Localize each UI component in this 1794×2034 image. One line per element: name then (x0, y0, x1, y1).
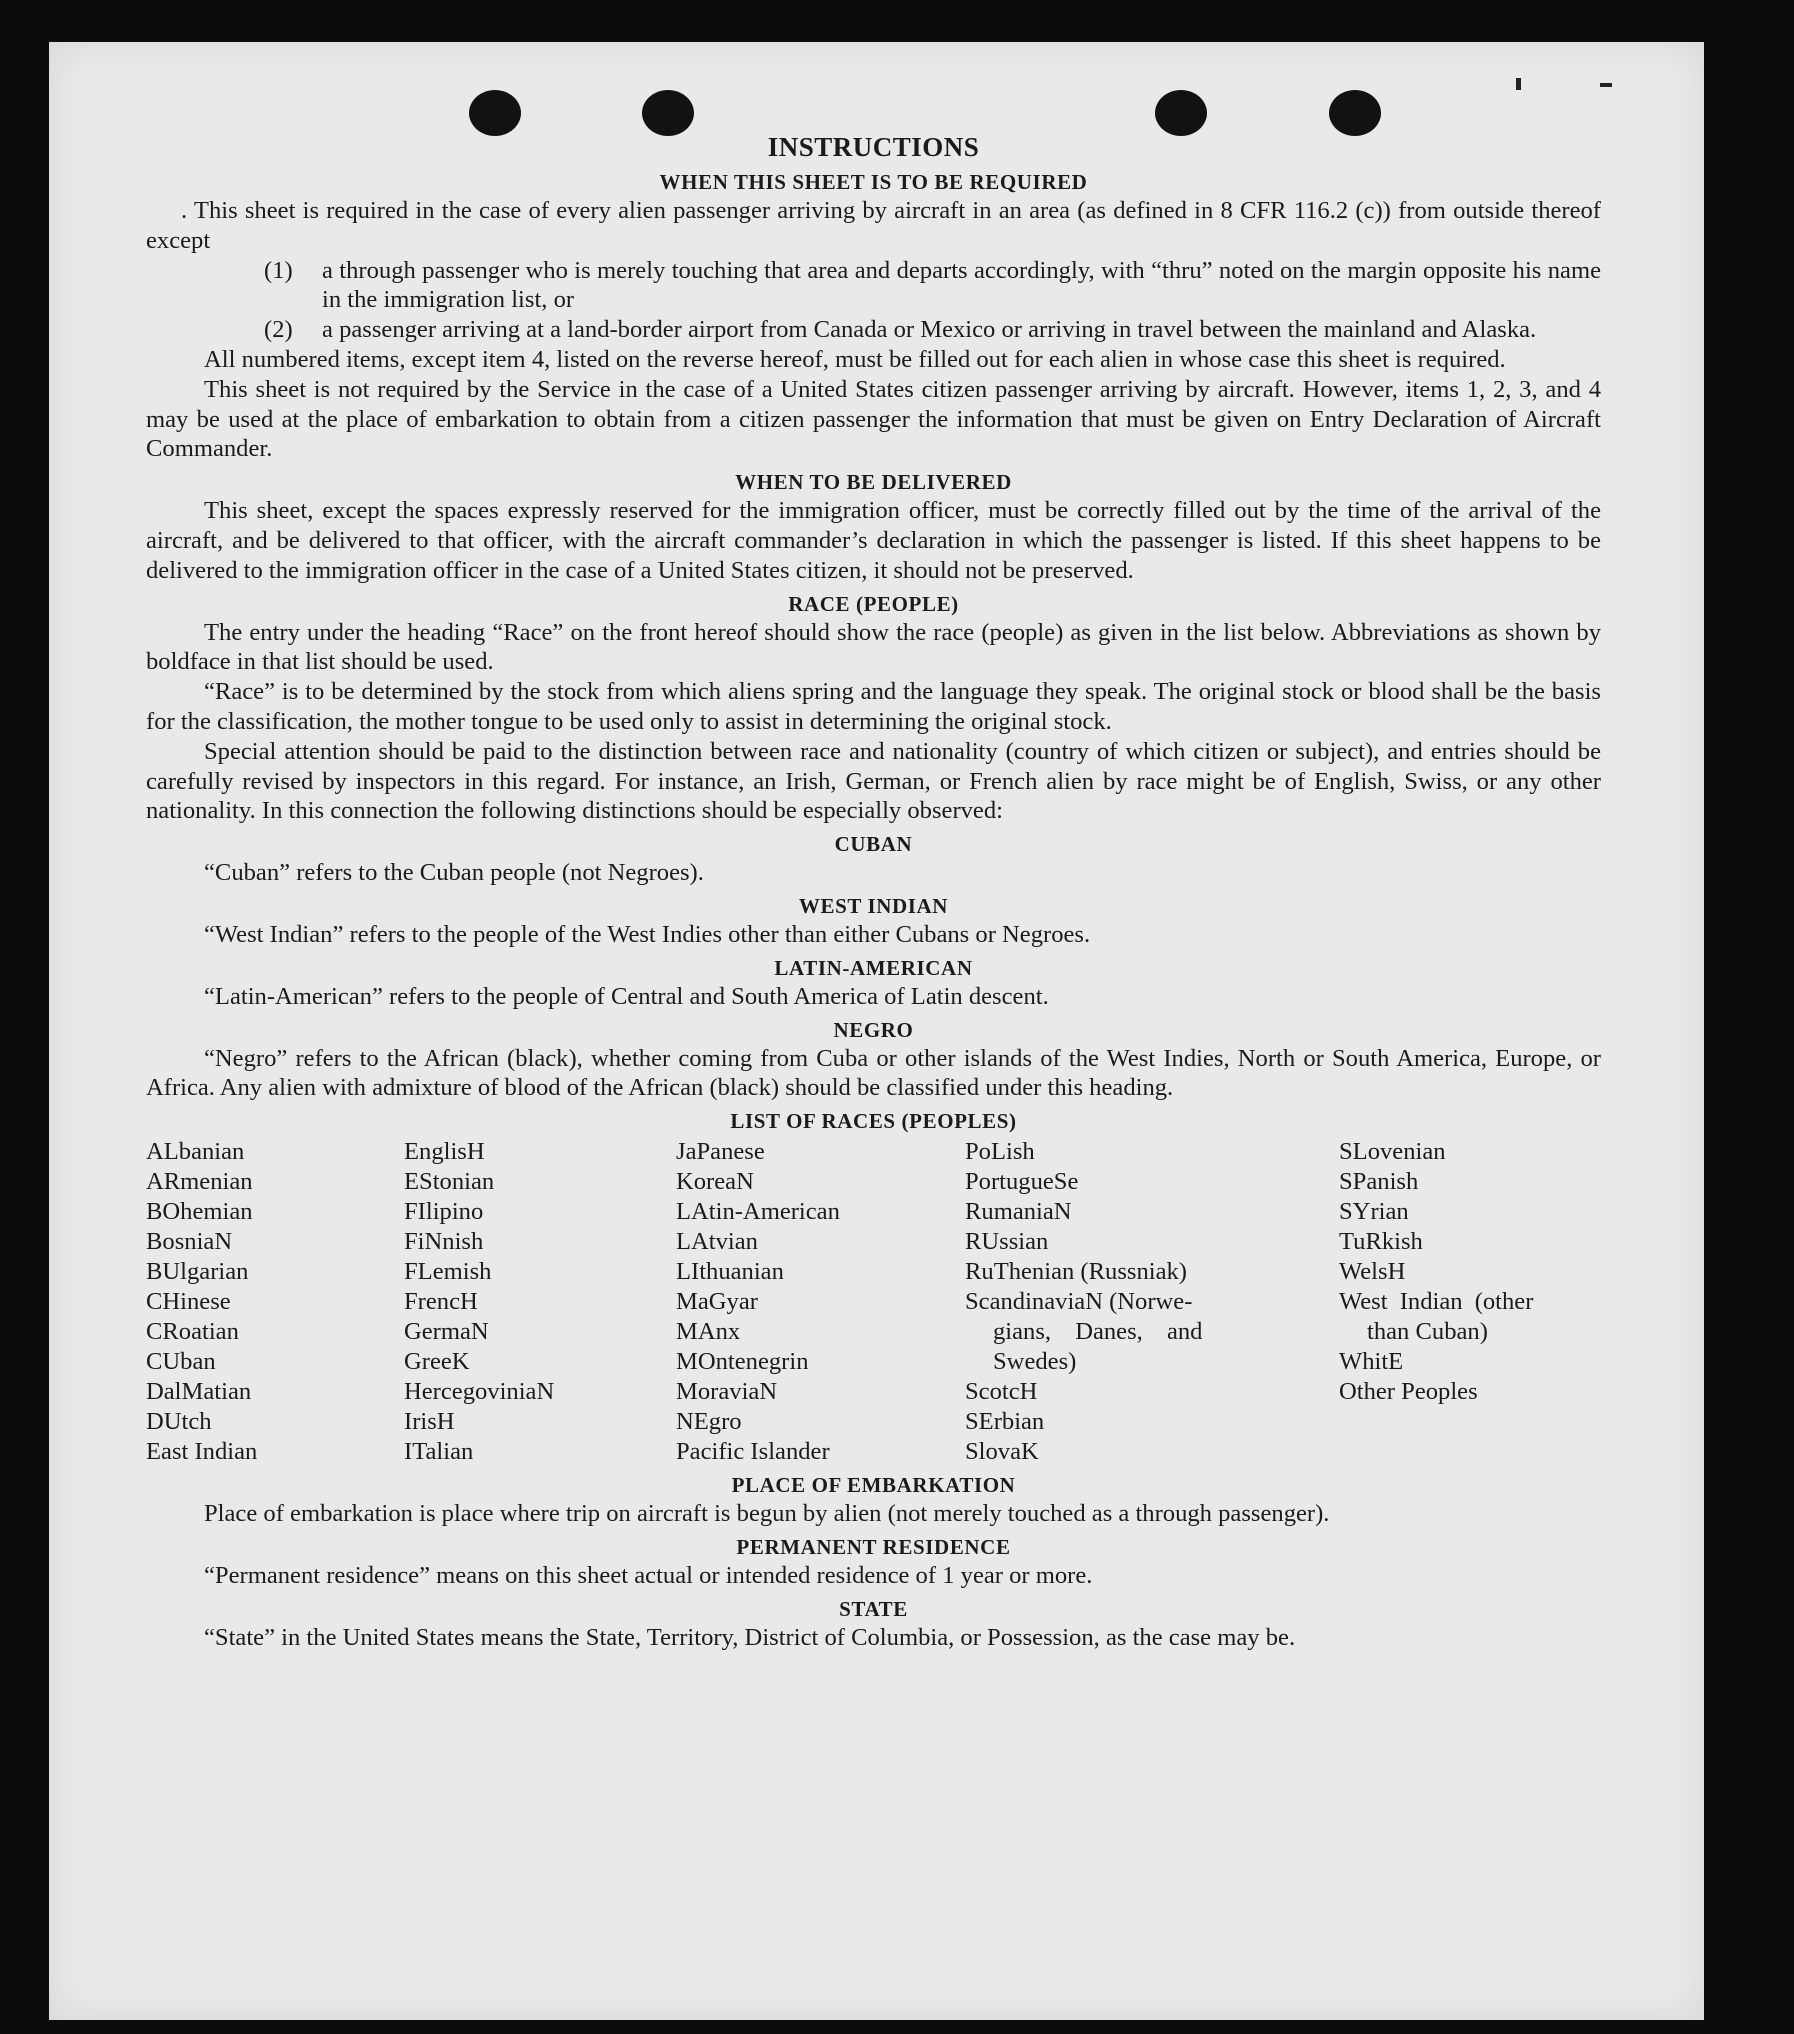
paragraph: The entry under the heading “Race” on the front hereof should show the race (people) as given in the list below. Abbreviations as shown by boldface in that list should be used. (146, 618, 1601, 676)
race-column (676, 1137, 965, 1467)
race-item: PortugueSe (965, 1168, 1079, 1196)
race-item: GreeK (404, 1348, 470, 1376)
clause-number: (1) (264, 256, 293, 284)
section-heading-permanent-residence: PERMANENT RESIDENCE (736, 1534, 1011, 1559)
race-item: IrisH (404, 1408, 455, 1436)
race-item: WhitE (1339, 1348, 1404, 1376)
race-item: LIthuanian (676, 1258, 784, 1286)
race-item: CRoatian (146, 1318, 239, 1346)
race-item: BUlgarian (146, 1258, 249, 1286)
race-item: MaGyar (676, 1288, 758, 1316)
exception-clause (264, 315, 1601, 345)
race-item-continuation: than Cuban) (1367, 1318, 1488, 1346)
paragraph: All numbered items, except item 4, listed on the reverse hereof, must be filled out for each alien in whose case this sheet is required. (204, 345, 1506, 373)
race-item-continuation: gians, Danes, and (993, 1318, 1203, 1346)
race-column (404, 1137, 676, 1467)
race-item: KoreaN (676, 1168, 754, 1196)
section-heading-embarkation: PLACE OF EMBARKATION (731, 1473, 1016, 1498)
race-item: TuRkish (1339, 1228, 1423, 1256)
race-item: MAnx (676, 1318, 741, 1346)
race-item: FrencH (404, 1288, 478, 1316)
section-heading-negro: NEGRO (833, 1017, 914, 1042)
race-item: MoraviaN (676, 1378, 778, 1406)
race-item: DUtch (146, 1408, 212, 1436)
section-heading-latin-american: LATIN-AMERICAN (774, 955, 973, 980)
race-item: BOhemian (146, 1198, 253, 1226)
section-heading-list-of-races: LIST OF RACES (PEOPLES) (730, 1109, 1017, 1134)
race-item: ScotcH (965, 1378, 1038, 1406)
race-item: JaPanese (676, 1138, 765, 1166)
race-item-continuation: Swedes) (993, 1348, 1077, 1376)
race-item: SPanish (1339, 1168, 1419, 1196)
race-item: EnglisH (404, 1138, 485, 1166)
race-list (146, 1137, 1601, 1467)
clause-text: a passenger arriving at a land-border airport from Canada or Mexico or arriving in travel between the mainland and Alaska. (322, 316, 1537, 344)
clause-text: a through passenger who is merely touching that area and departs accordingly, with “thru” noted on the margin opposite his name in the immigration list, or (322, 256, 1601, 314)
paragraph: . This sheet is required in the case of every alien passenger arriving by aircraft in an area (as defined in 8 CFR 116.2 (c)) from outside thereof except (146, 197, 1601, 254)
paragraph: “Permanent residence” means on this sheet actual or intended residence of 1 year or more. (204, 1561, 1093, 1589)
race-column (146, 1137, 404, 1467)
paragraph: “Negro” refers to the African (black), whether coming from Cuba or other islands of the West Indies, North or South America, Europe, or Africa. Any alien with admixture of blood of the African (black) should be classified under this heading. (146, 1044, 1601, 1102)
race-item: RumaniaN (965, 1198, 1072, 1226)
race-item: FIlipino (404, 1198, 484, 1226)
instructions-content (146, 130, 1601, 1653)
race-item: FLemish (404, 1258, 492, 1286)
paragraph: This sheet is not required by the Service in the case of a United States citizen passenger arriving by aircraft. However, items 1, 2, 3, and 4 may be used at the place of embarkation to obtain from a citizen passenger the information that must be given on Entry Declaration of Aircraft Commander. (146, 375, 1601, 463)
paragraph: “State” in the United States means the State, Territory, District of Columbia, or Possession, as the case may be. (204, 1623, 1296, 1651)
race-item: ALbanian (146, 1138, 245, 1166)
race-item: ITalian (404, 1438, 474, 1466)
race-item: BosniaN (146, 1228, 233, 1256)
race-item: Pacific Islander (676, 1438, 830, 1466)
ink-speck (1600, 83, 1612, 87)
section-heading-when-delivered: WHEN TO BE DELIVERED (735, 470, 1012, 495)
race-item: SYrian (1339, 1198, 1409, 1226)
race-item: ARmenian (146, 1168, 253, 1196)
paragraph: Special attention should be paid to the distinction between race and nationality (country of which citizen or subject), and entries should be carefully revised by inspectors in this regard. For instance, an Irish, German, or French alien by race might be of English, Swiss, or any other nationality. In this connection the following distinctions should be especially observed: (146, 737, 1601, 825)
race-item: RuThenian (Russniak) (965, 1258, 1187, 1286)
paragraph: “Latin-American” refers to the people of Central and South America of Latin descent. (204, 982, 1049, 1010)
race-item: GermaN (404, 1318, 489, 1346)
race-item: WelsH (1339, 1258, 1406, 1286)
race-item: SlovaK (965, 1438, 1039, 1466)
page-title: INSTRUCTIONS (767, 132, 980, 162)
race-item: SLovenian (1339, 1138, 1446, 1166)
race-item: PoLish (965, 1138, 1035, 1166)
race-item: ScandinaviaN (Norwe- (965, 1288, 1193, 1316)
ink-speck (1516, 78, 1521, 90)
section-heading-cuban: CUBAN (834, 832, 913, 857)
race-column (1339, 1137, 1601, 1467)
race-item: East Indian (146, 1438, 258, 1466)
paragraph: This sheet, except the spaces expressly reserved for the immigration officer, must be correctly filled out by the time of the arrival of the aircraft, and be delivered to that officer, with the aircraft commander’s declaration in which the passenger is listed. If this sheet happens to be delivered to the immigration officer in the case of a United States citizen, it should not be preserved. (146, 497, 1601, 584)
section-heading-west-indian: WEST INDIAN (798, 893, 949, 918)
clause-number: (2) (264, 316, 293, 344)
section-heading-state: STATE (839, 1596, 908, 1621)
race-item: SErbian (965, 1408, 1045, 1436)
race-item: Other Peoples (1339, 1378, 1478, 1406)
race-item: MOntenegrin (676, 1348, 809, 1376)
document-sheet (49, 42, 1704, 2020)
exception-clause (264, 256, 1601, 316)
race-item: DalMatian (146, 1378, 252, 1406)
paragraph: “Cuban” refers to the Cuban people (not Negroes). (204, 859, 704, 887)
paragraph: Place of embarkation is place where trip on aircraft is begun by alien (not merely touched as a through passenger). (204, 1500, 1330, 1528)
section-heading-when-required: WHEN THIS SHEET IS TO BE REQUIRED (659, 170, 1088, 194)
race-item: RUssian (965, 1228, 1049, 1256)
race-item: NEgro (676, 1408, 742, 1436)
race-item: HercegoviniaN (404, 1378, 555, 1406)
race-item: CUban (146, 1348, 216, 1376)
race-item: EStonian (404, 1168, 495, 1196)
paragraph: “West Indian” refers to the people of the West Indies other than either Cubans or Negroes. (204, 920, 1091, 948)
paragraph: “Race” is to be determined by the stock from which aliens spring and the language they speak. The original stock or blood shall be the basis for the classification, the mother tongue to be used only to assist in determining the original stock. (146, 678, 1601, 735)
race-item: FiNnish (404, 1228, 484, 1256)
race-item: CHinese (146, 1288, 231, 1316)
race-column (965, 1137, 1265, 1467)
race-item: West Indian (other (1339, 1288, 1534, 1316)
race-item: LAtin-American (676, 1198, 840, 1226)
section-heading-race: RACE (PEOPLE) (788, 591, 959, 616)
race-item: LAtvian (676, 1228, 758, 1256)
